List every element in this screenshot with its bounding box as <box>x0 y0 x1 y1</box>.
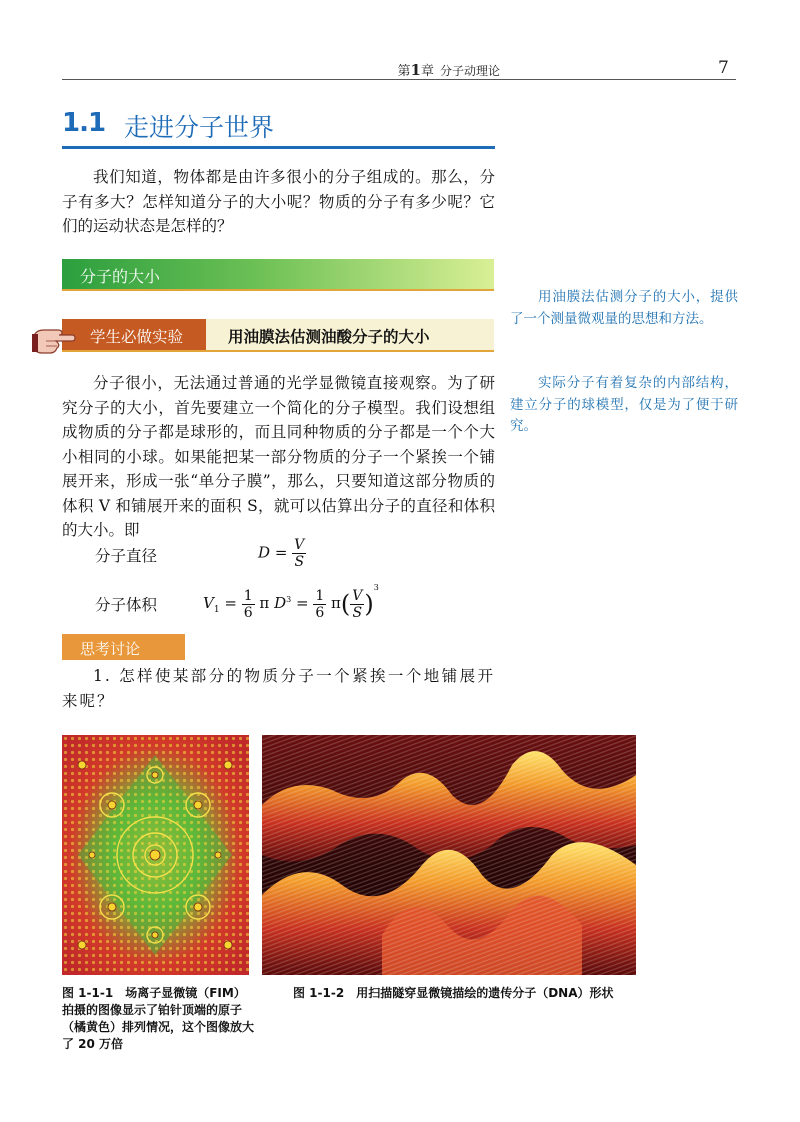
fraction-denominator: S <box>294 554 305 570</box>
fim-atoms-image <box>62 735 249 975</box>
subsection-title: 分子的大小 <box>80 267 161 286</box>
v-over-s-fraction <box>292 537 306 570</box>
v1-subscript: 1 <box>213 605 220 615</box>
chapter-number: 1 <box>410 61 421 79</box>
fraction-numerator: V <box>294 537 305 553</box>
stm-dna-image <box>262 735 636 975</box>
fraction-denominator: 6 <box>315 604 325 621</box>
intro-paragraph: 我们知道，物体都是由许多很小的分子组成的。那么，分子有多大？怎样知道分子的大小呢？物质的分子有多少呢？它们的运动状态是怎样的？ <box>62 168 495 235</box>
diameter-formula <box>258 537 306 570</box>
volume-formula <box>203 583 379 621</box>
fraction-denominator: S <box>352 604 363 621</box>
experiment-tag-label: 学生必做实验 <box>90 328 184 346</box>
discussion-question: 1. 怎样使某部分的物质分子一个紧挨一个地铺展开来呢？ <box>62 667 495 710</box>
close-paren: ) <box>364 590 374 618</box>
margin-note-1: 用油膜法估测分子的大小，提供了一个测量微观量的思想和方法。 <box>510 289 738 327</box>
fraction-numerator: V <box>352 587 363 604</box>
figure-fim-atoms <box>62 735 249 975</box>
equals-sign: = <box>224 594 237 612</box>
section-rule <box>62 146 495 149</box>
fraction-numerator: 1 <box>243 587 253 604</box>
cube-exponent: 3 <box>286 595 292 604</box>
fraction-numerator: 1 <box>315 587 325 604</box>
running-head <box>398 60 500 79</box>
v-over-s-fraction <box>350 588 364 621</box>
margin-note-2: 实际分子有着复杂的内部结构，建立分子的球模型，仅是为了便于研究。 <box>510 375 738 434</box>
figure-1-caption: 图 1-1-1 场离子显微镜（FIM）拍摄的图像显示了铂针顶端的原子（橘黄色）排列情况，这个图像放大了 20 万倍 <box>62 986 255 1051</box>
discussion-label: 思考讨论 <box>80 640 141 658</box>
volume-label: 分子体积 <box>95 596 158 614</box>
fraction-denominator: 6 <box>243 604 253 621</box>
section-number: 1.1 <box>62 108 106 138</box>
figure-stm-dna <box>262 735 636 975</box>
equals-sign: = <box>295 594 309 612</box>
equals-sign: = <box>274 543 288 562</box>
diameter-label: 分子直径 <box>95 547 158 565</box>
chapter-prefix: 第 <box>397 64 411 79</box>
open-paren: ( <box>340 590 351 618</box>
pi-symbol: π <box>259 594 270 612</box>
chapter-suffix: 章 <box>420 64 434 79</box>
d-symbol: D <box>274 594 287 612</box>
section-title: 走进分子世界 <box>124 113 275 142</box>
chapter-name: 分子动理论 <box>439 64 500 78</box>
figure-2-caption: 图 1-1-2 用扫描隧穿显微镜描绘的遗传分子（DNA）形状 <box>293 986 614 1000</box>
one-sixth-fraction <box>313 588 326 621</box>
one-sixth-fraction <box>242 588 255 621</box>
body-paragraph: 分子很小，无法通过普通的光学显微镜直接观察。为了研究分子的大小，首先要建立一个简化的分子模型。我们设想组成物质的分子都是球形的，而且同种物质的分子都是一个个大小相同的小球。如果能把某一部分物质的分子一个紧挨一个铺展开来，形成一张“单分子膜”，那么，只要知道这部分物质的体积 V 和铺展开来的面积 S，就可以估算出分子的直径和体积的大小。即 <box>62 374 495 539</box>
experiment-title: 用油膜法估测油酸分子的大小 <box>228 328 430 346</box>
pointing-hand-icon <box>32 322 76 356</box>
v1-symbol: V <box>203 594 214 612</box>
d-symbol: D <box>258 543 271 562</box>
header-rule <box>62 79 736 80</box>
page-number: 7 <box>718 58 729 78</box>
cube-exponent: 3 <box>373 583 379 592</box>
pi-symbol: π <box>331 594 341 612</box>
